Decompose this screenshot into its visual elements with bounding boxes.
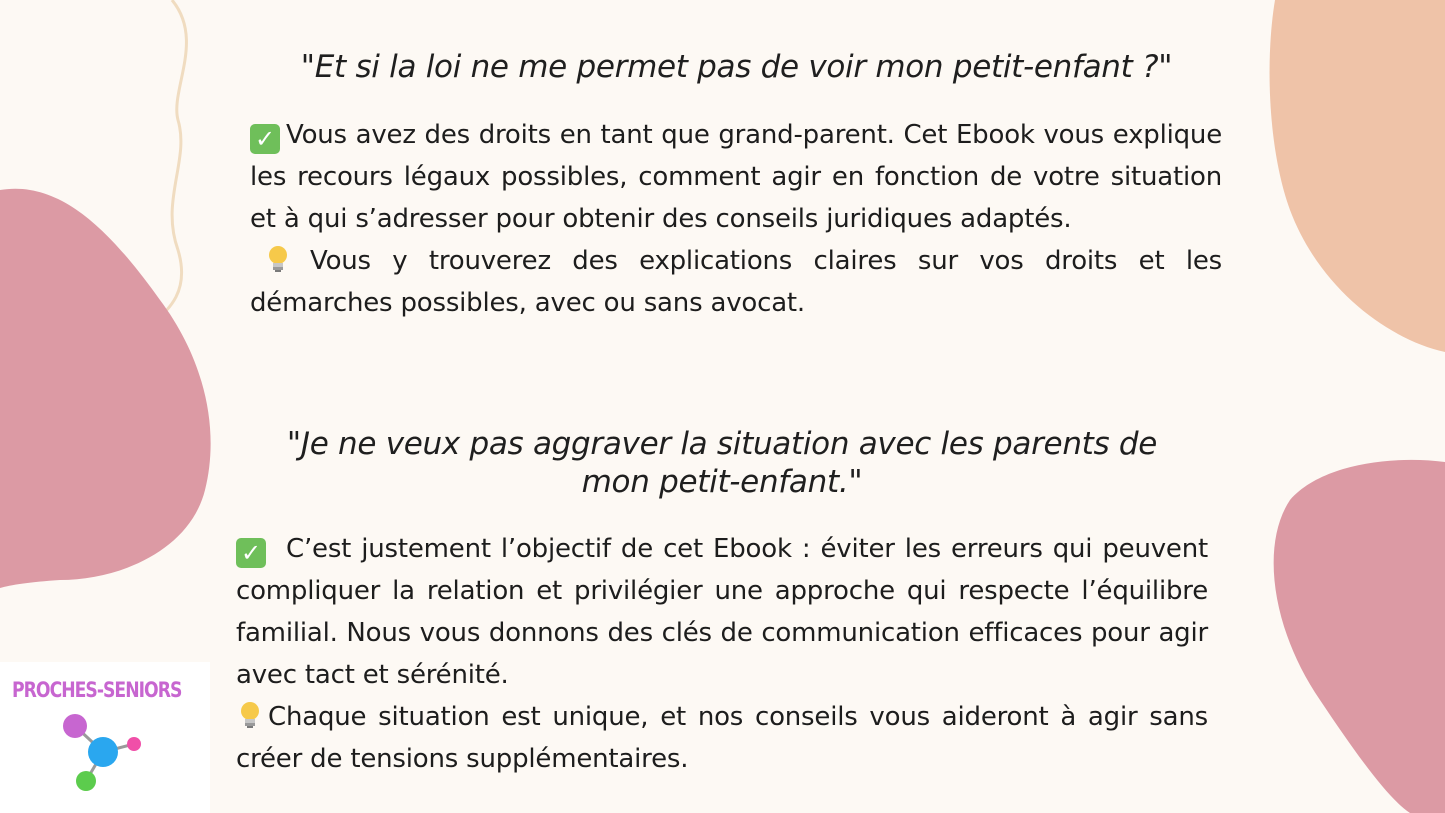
answer-2-text: C’est justement l’objectif de cet Ebook : éviter les erreurs qui peuvent compliquer la relation et privilégier une approche qui respecte l’équilibre familial. Nous vous donnons des clés de communication efficaces pour agir avec tact et sérénité. [236, 534, 1208, 690]
molecule-network-icon [55, 710, 155, 805]
logo-text: PROCHES-SENIORS [12, 678, 182, 702]
tip-2-text: Chaque situation est unique, et nos conseils vous aideront à agir sans créer de tensions supplémentaires. [236, 702, 1208, 774]
check-mark-icon: ✓ [236, 538, 266, 568]
bottom-right-pink-blob [1274, 460, 1445, 813]
top-right-peach-blob [1270, 0, 1445, 352]
tip-1-text: Vous y trouverez des explications claires sur vos droits et les démarches possibles, avec ou sans avocat. [250, 246, 1222, 318]
question-1: "Et si la loi ne me permet pas de voir mon petit-enfant ?" [300, 49, 1173, 85]
answer-2 [236, 528, 1208, 780]
light-bulb-icon [236, 700, 264, 730]
answer-1-text: Vous avez des droits en tant que grand-parent. Cet Ebook vous explique les recours légaux possibles, comment agir en fonction de votre situation et à qui s’adresser pour obtenir des conseils juridiques adaptés. [250, 120, 1222, 234]
answer-1 [250, 114, 1222, 324]
light-bulb-icon [264, 244, 292, 274]
cream-curve-line [150, 0, 186, 325]
question-2 [236, 425, 1208, 501]
question-2-line-2: mon petit-enfant." [581, 464, 863, 500]
question-2-line-1: "Je ne veux pas aggraver la situation avec les parents de [286, 426, 1158, 462]
check-mark-icon: ✓ [250, 124, 280, 154]
proches-seniors-logo[interactable] [0, 662, 210, 813]
